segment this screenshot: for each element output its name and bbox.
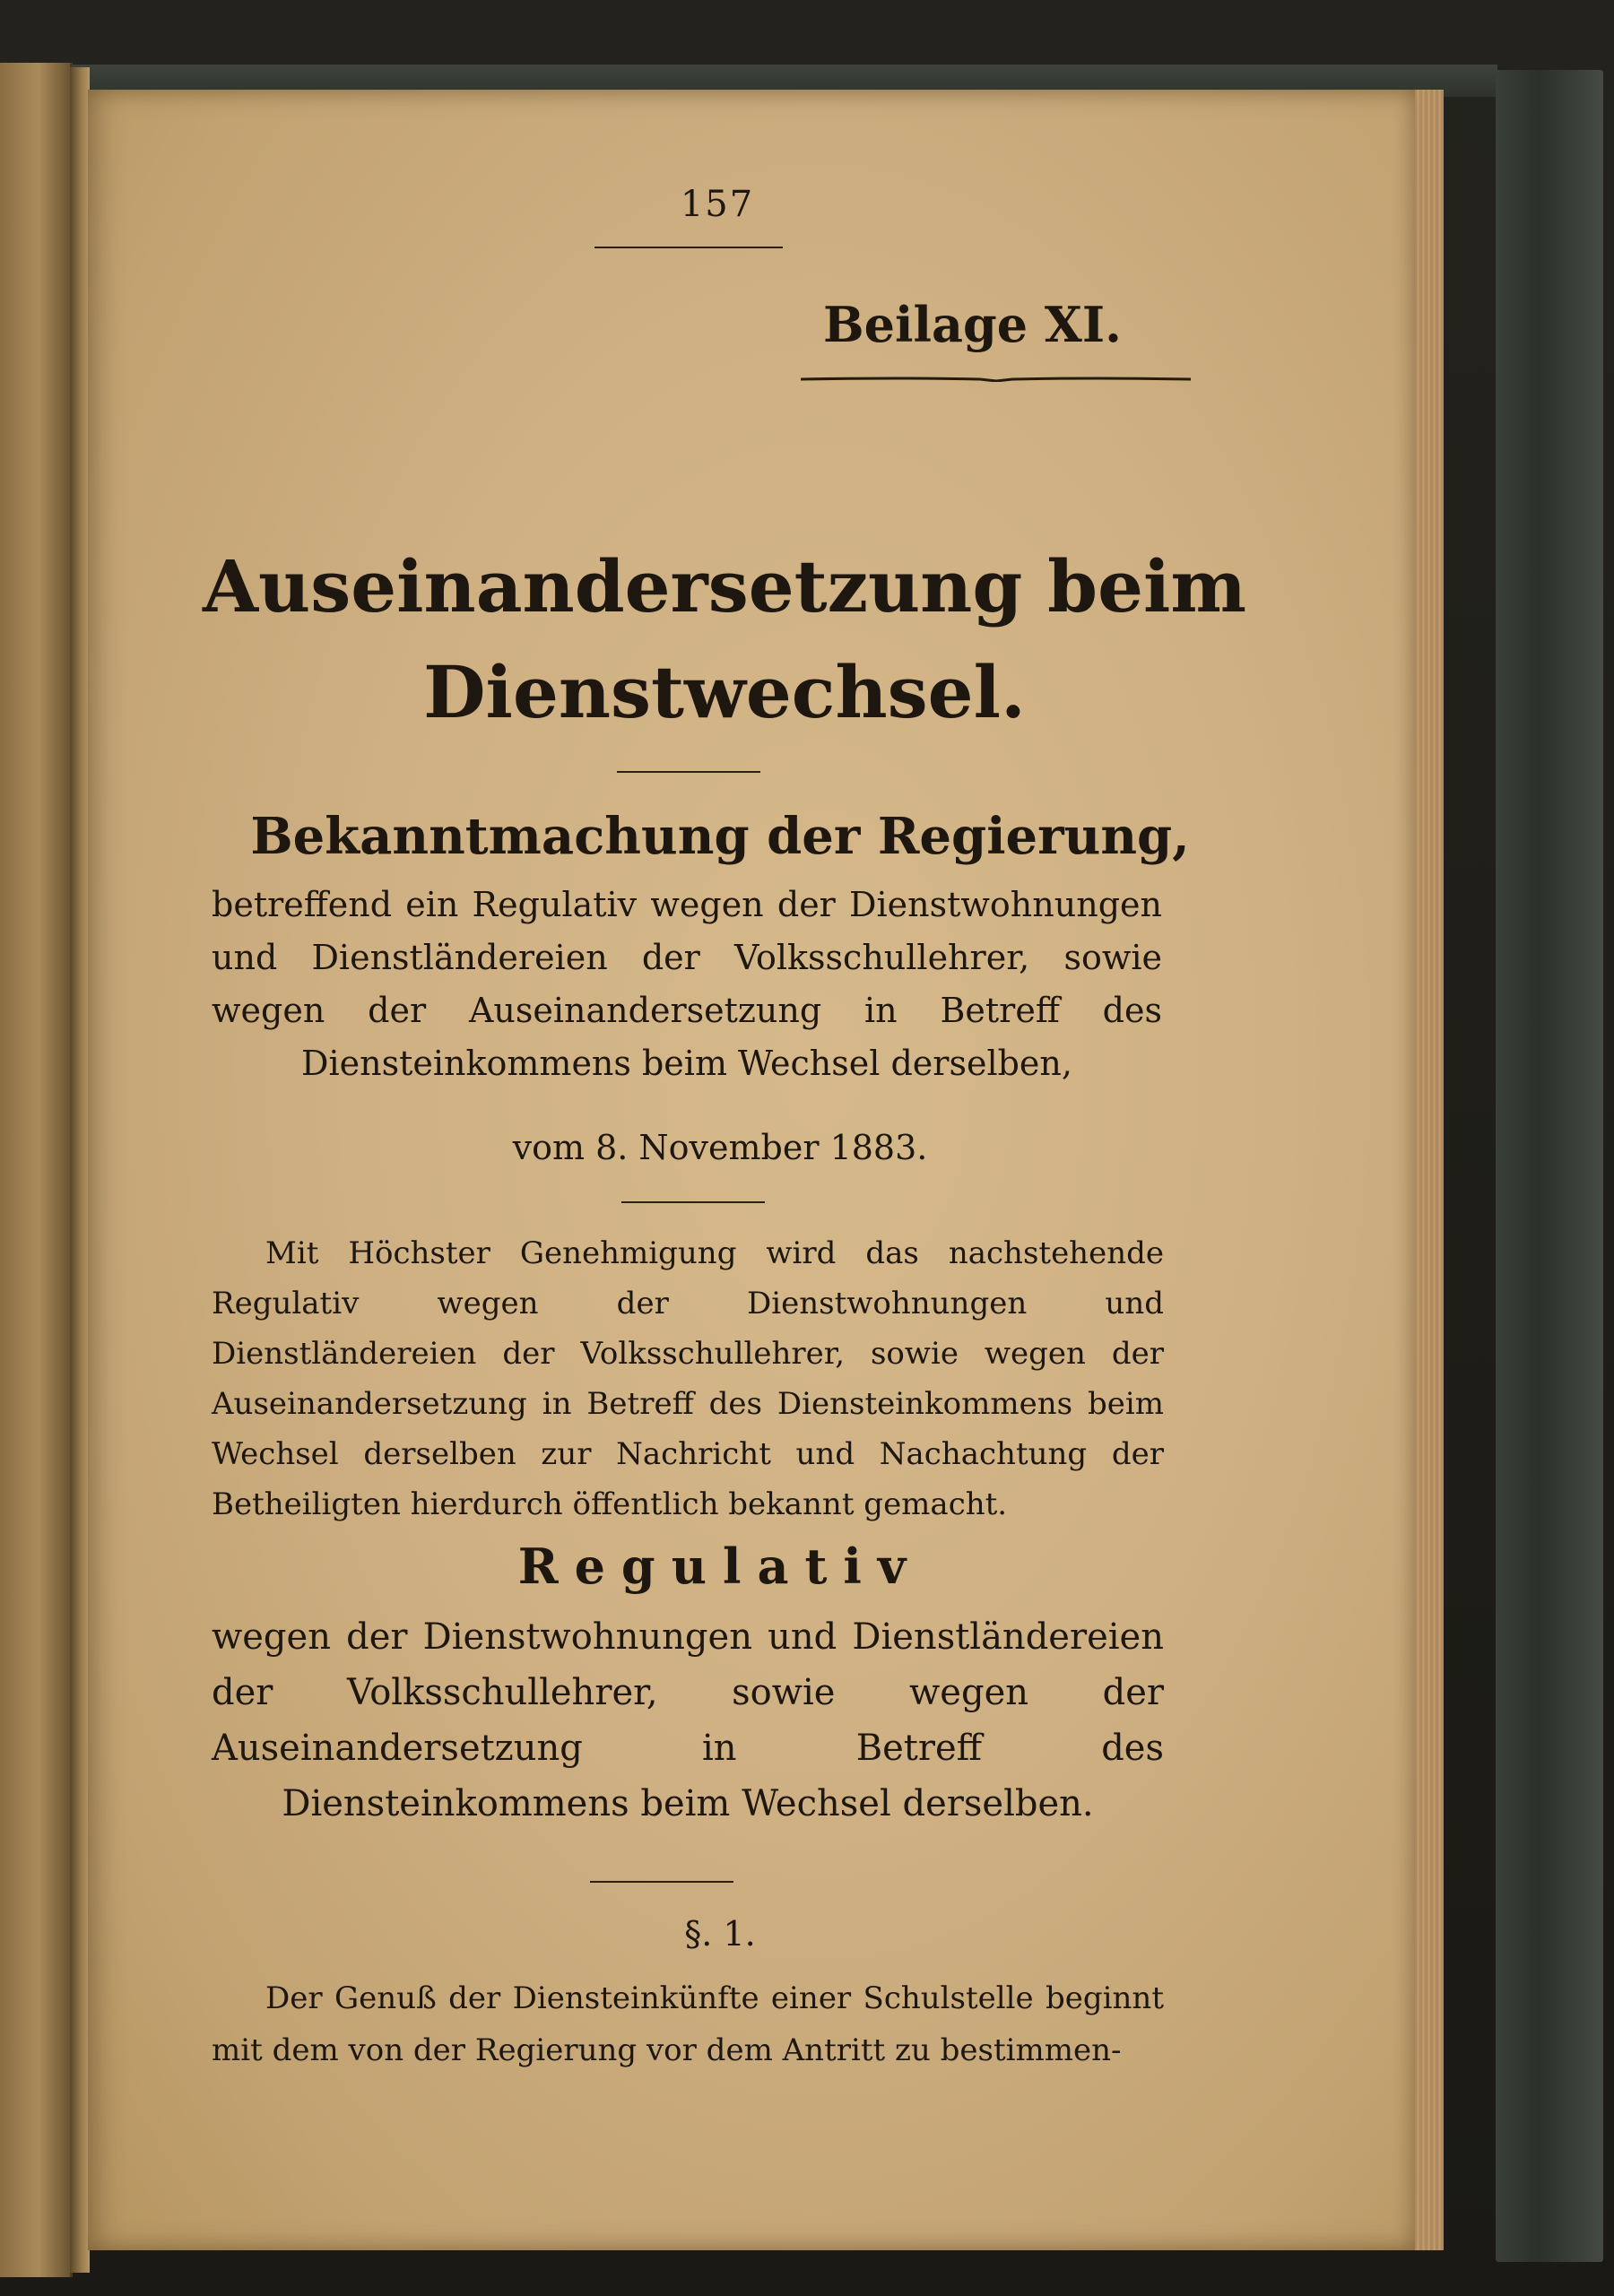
regulation-subtitle: wegen der Dienstwohnungen und Dienstländereien der Volksschullehrer, sowie wegen der Auseinandersetzung in Betreff des Diensteinkommens beim Wechsel derselben. xyxy=(212,1616,1164,1824)
section-text: Der Genuß der Diensteinkünfte einer Schulstelle beginnt mit dem von der Regierung vor dem Antritt zu bestimmen- xyxy=(212,1980,1164,2068)
decree-date: vom 8. November 1883. xyxy=(512,1128,928,1167)
title-rule xyxy=(617,771,760,773)
book-page xyxy=(88,90,1415,2250)
regulation-title: Regulativ xyxy=(517,1538,923,1595)
appendix-ornament-rule xyxy=(801,377,1191,382)
main-title xyxy=(61,533,1388,745)
regulation-rule xyxy=(590,1881,733,1883)
appendix-label: Beilage XI. xyxy=(823,296,1122,353)
book-cover-right xyxy=(1496,70,1603,2262)
main-title-line-1: Auseinandersetzung beim xyxy=(202,544,1247,628)
decree-heading: Bekanntmachung der Regierung, xyxy=(250,807,1190,866)
page-number: 157 xyxy=(680,184,755,225)
page-number-rule xyxy=(594,247,783,248)
decree-rule xyxy=(621,1201,765,1203)
main-title-line-2: Dienstwechsel. xyxy=(423,650,1026,734)
decree-text: betreffend ein Regulativ wegen der Dienstwohnungen und Dienstländereien der Volksschullehrer, sowie wegen der Auseinandersetzung in Betreff des Diensteinkommens beim Wechsel derselben, xyxy=(212,885,1162,1083)
announcement-paragraph: Mit Höchster Genehmigung wird das nachstehende Regulativ wegen der Dienstwohnungen und Dienstländereien der Volksschullehrer, sowie wegen der Auseinandersetzung in Betreff des Diensteinkommens beim Wechsel derselben zur Nachricht und Nachachtung der Betheiligten hierdurch öffentlich bekannt gemacht. xyxy=(212,1235,1164,1522)
section-mark: §. 1. xyxy=(684,1914,756,1954)
